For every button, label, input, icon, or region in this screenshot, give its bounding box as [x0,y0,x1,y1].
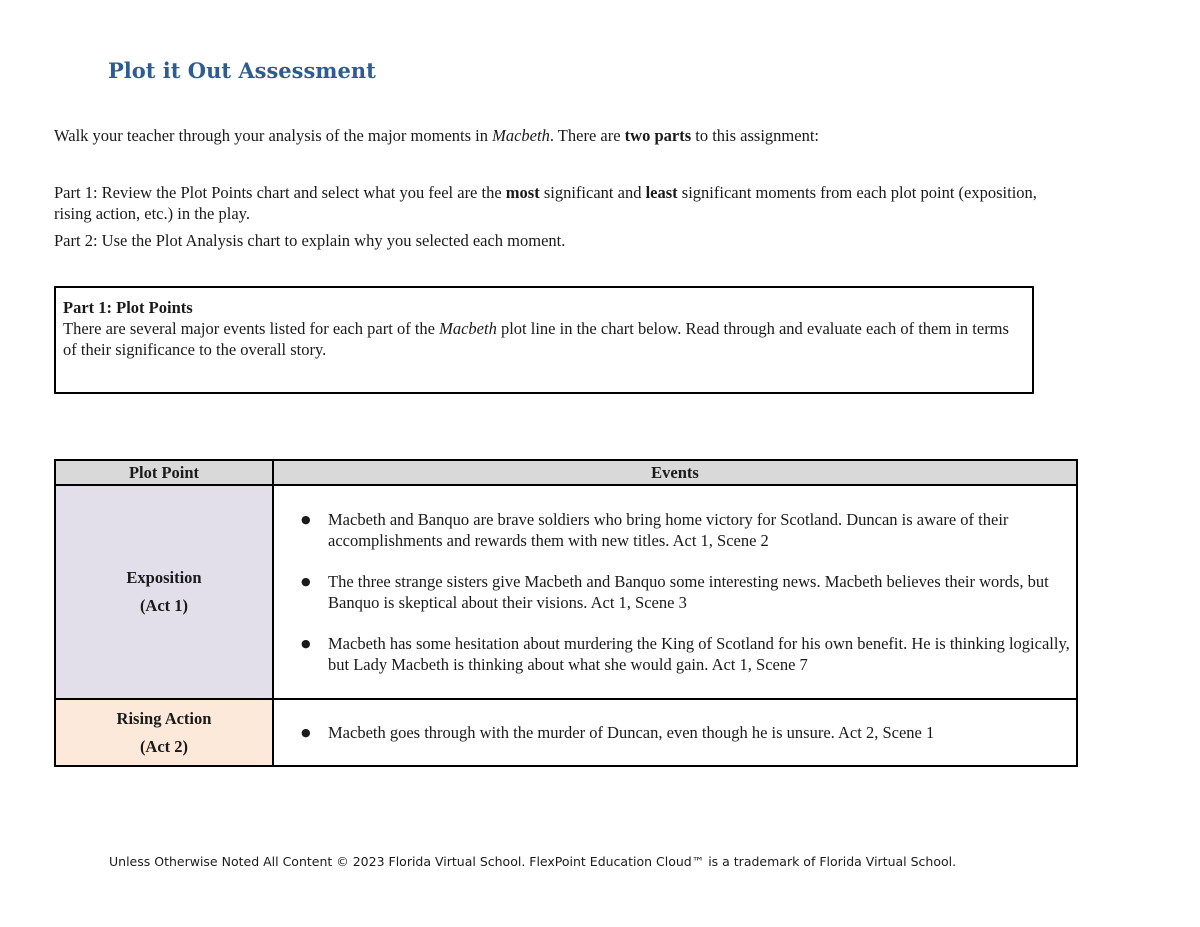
table-header-row [55,460,1077,485]
intro-emphasis: two parts [624,126,692,145]
header-events: Events [273,460,1077,485]
event-item: ● Macbeth goes through with the murder of Duncan, even though he is unsure. Act 2, Scene 1 [328,722,1072,743]
events-exposition [273,485,1077,699]
part1-most: most [505,183,540,202]
event-item: ● Macbeth and Banquo are brave soldiers who bring home victory for Scotland. Duncan is aware of their accomplishments and rewards them with new titles. Act 1, Scene 2 [328,509,1072,551]
intro-text-end: to this assignment: [691,126,819,145]
header-plot-point: Plot Point [55,460,273,485]
part2-instructions: Part 2: Use the Plot Analysis chart to explain why you selected each moment. [54,231,566,250]
plot-points-table [54,459,1078,767]
box-play-title: Macbeth [439,319,497,338]
part1-text-end: significant moments from each plot point (exposition, rising action, etc.) in the play. [54,183,1037,223]
event-item: ● Macbeth has some hesitation about murdering the King of Scotland for his own benefit. He is thinking logically, but Lady Macbeth is thinking about what she would gain. Act 1, Scene 7 [328,633,1072,675]
plot-point-act: (Act 1) [139,596,189,615]
plot-point-name: Rising Action [116,708,212,728]
part1-instructions [54,182,1064,224]
plot-points-box [54,286,1034,394]
part1-least: least [645,183,678,202]
page-title: Plot it Out Assessment [108,58,376,83]
box-text-end: plot line in the chart below. Read through and evaluate each of them in terms of their significance to the overall story. [63,319,1009,359]
part1-text: Part 1: Review the Plot Points chart and select what you feel are the [54,183,506,202]
table-row-rising-action [55,699,1077,766]
plot-point-name: Exposition [126,568,202,587]
intro-play-title: Macbeth [492,126,550,145]
intro-paragraph [54,125,1064,146]
intro-text: Walk your teacher through your analysis of the major moments in [54,126,493,145]
event-item: ● The three strange sisters give Macbeth and Banquo some interesting news. Macbeth believes their words, but Banquo is skeptical about their visions. Act 1, Scene 3 [328,571,1072,613]
plot-point-exposition [55,485,273,699]
plot-point-act: (Act 2) [139,736,189,756]
intro-text-mid: . There are [549,126,625,145]
plot-point-rising-action [55,699,273,766]
box-text: There are several major events listed for each part of the [63,319,440,338]
table-row-exposition [55,485,1077,699]
events-rising-action [273,699,1077,766]
part1-text-mid: significant and [539,183,646,202]
copyright-footer: Unless Otherwise Noted All Content © 2023 Florida Virtual School. FlexPoint Education Cloud™ is a trademark of Florida Virtual School. [109,854,957,869]
box-description [63,318,1025,360]
box-title: Part 1: Plot Points [63,298,193,317]
